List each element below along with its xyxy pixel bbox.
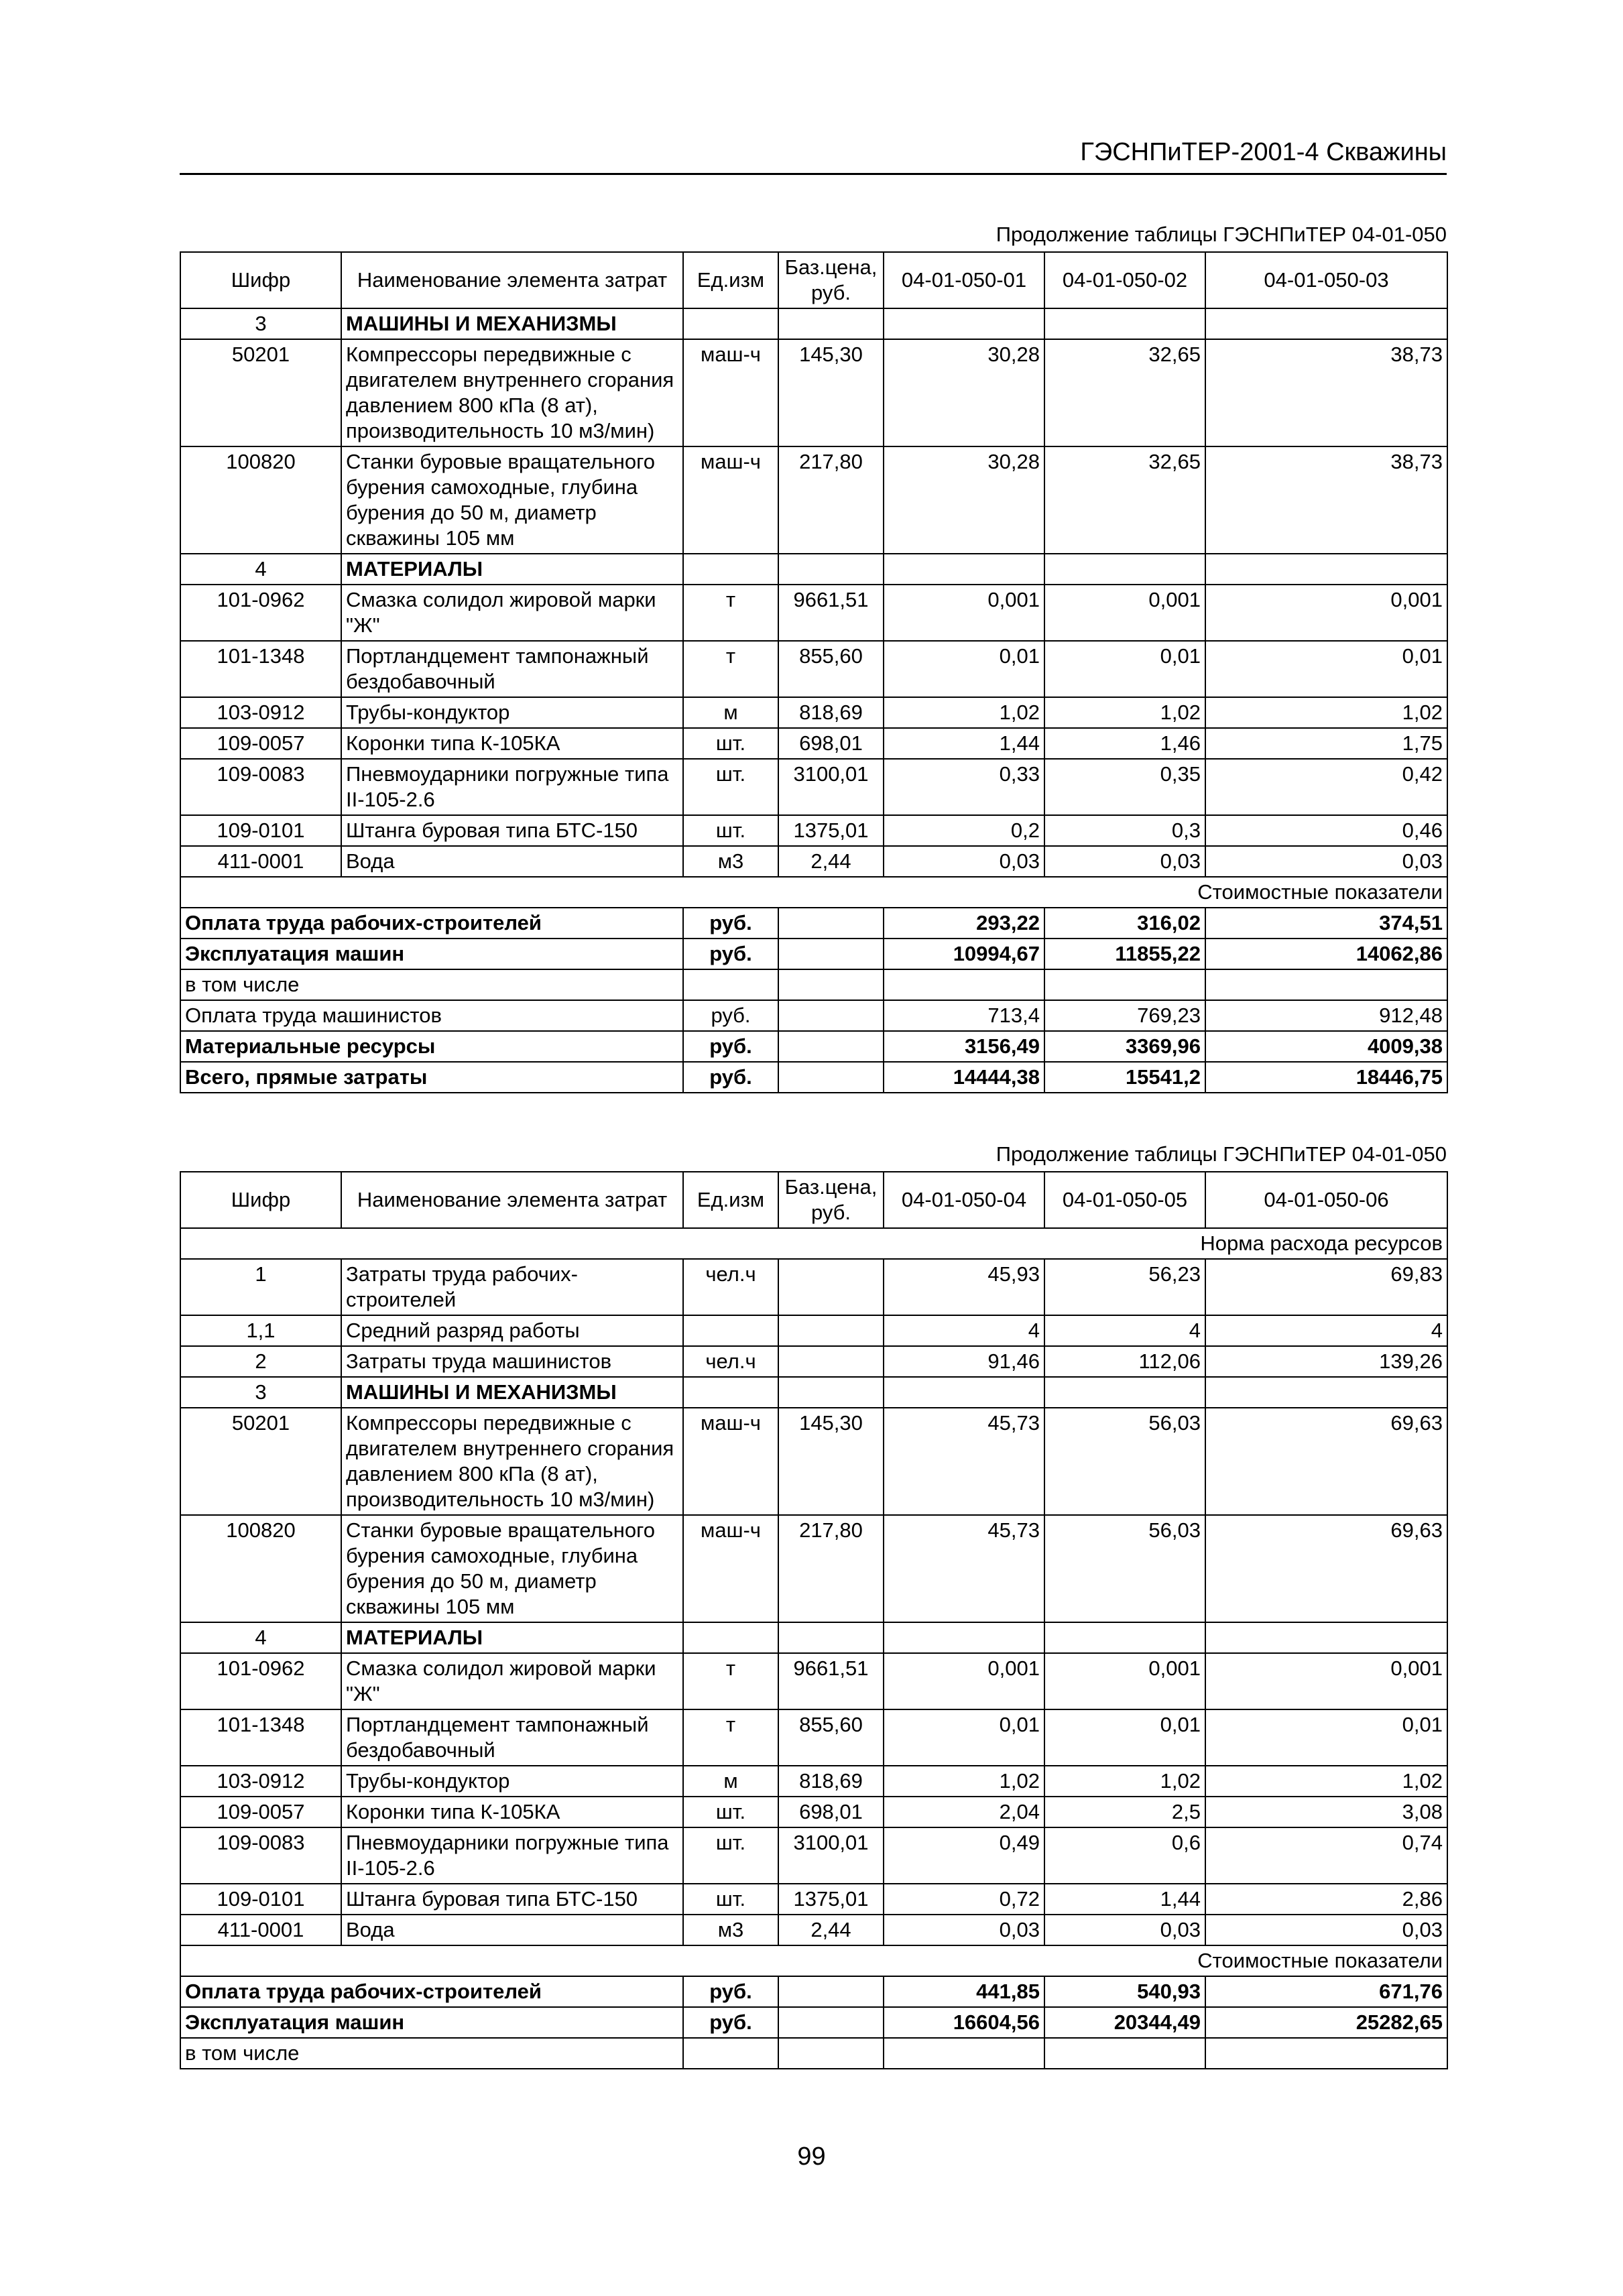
page-header-title: ГЭСНПиТЕР-2001-4 Скважины — [1080, 138, 1447, 166]
row-code: 109-0057 — [180, 1797, 341, 1827]
row-name: МАТЕРИАЛЫ — [341, 1622, 683, 1653]
row-value-2: 0,001 — [1044, 1653, 1205, 1709]
summary-value-3: 671,76 — [1205, 1976, 1447, 2007]
table-row — [180, 1653, 1447, 1709]
row-value-1: 2,04 — [884, 1797, 1044, 1827]
summary-label: Эксплуатация машин — [180, 939, 683, 969]
table-1-caption: Продолжение таблицы ГЭСНПиТЕР 04-01-050 — [996, 223, 1447, 246]
row-price: 855,60 — [778, 641, 884, 697]
table-row — [180, 1408, 1447, 1515]
row-name: МАШИНЫ И МЕХАНИЗМЫ — [341, 308, 683, 339]
summary-value-1: 713,4 — [884, 1000, 1044, 1031]
row-name: Затраты труда рабочих-строителей — [341, 1259, 683, 1315]
row-value-1: 0,001 — [884, 1653, 1044, 1709]
row-code: 1 — [180, 1259, 341, 1315]
row-price: 9661,51 — [778, 1653, 884, 1709]
summary-value-1: 441,85 — [884, 1976, 1044, 2007]
row-code: 109-0057 — [180, 728, 341, 759]
summary-value-1: 3156,49 — [884, 1031, 1044, 1062]
row-name: МАТЕРИАЛЫ — [341, 554, 683, 585]
row-unit: маш-ч — [683, 446, 778, 554]
summary-price — [778, 939, 884, 969]
row-price — [778, 1377, 884, 1408]
row-name: Компрессоры передвижные с двигателем внутреннего сгорания давлением 800 кПа (8 ат), производительность 10 м3/мин) — [341, 1408, 683, 1515]
row-unit: чел.ч — [683, 1346, 778, 1377]
row-code: 109-0083 — [180, 759, 341, 815]
row-value-2: 32,65 — [1044, 446, 1205, 554]
row-value-3: 69,63 — [1205, 1408, 1447, 1515]
row-value-1: 0,03 — [884, 1915, 1044, 1945]
row-value-2: 1,46 — [1044, 728, 1205, 759]
summary-value-2: 15541,2 — [1044, 1062, 1205, 1093]
table-row — [180, 1346, 1447, 1377]
row-unit: шт. — [683, 1884, 778, 1915]
header-row — [180, 1172, 1447, 1228]
row-unit: т — [683, 641, 778, 697]
row-code: 2 — [180, 1346, 341, 1377]
row-value-3: 1,02 — [1205, 697, 1447, 728]
table-row — [180, 641, 1447, 697]
row-code: 109-0083 — [180, 1827, 341, 1884]
row-price: 145,30 — [778, 1408, 884, 1515]
row-value-3: 0,01 — [1205, 641, 1447, 697]
table-row — [180, 1884, 1447, 1915]
row-value-1: 0,001 — [884, 585, 1044, 641]
row-code: 101-0962 — [180, 585, 341, 641]
summary-unit: руб. — [683, 1031, 778, 1062]
row-value-3: 0,001 — [1205, 1653, 1447, 1709]
summary-price — [778, 908, 884, 939]
row-name: Штанга буровая типа БТС-150 — [341, 1884, 683, 1915]
row-unit — [683, 1622, 778, 1653]
row-value-1 — [884, 554, 1044, 585]
row-name: МАШИНЫ И МЕХАНИЗМЫ — [341, 1377, 683, 1408]
summary-value-1: 14444,38 — [884, 1062, 1044, 1093]
row-name: Вода — [341, 846, 683, 877]
row-value-3: 4 — [1205, 1315, 1447, 1346]
summary-row — [180, 1031, 1447, 1062]
row-value-3: 1,02 — [1205, 1766, 1447, 1797]
row-price: 1375,01 — [778, 1884, 884, 1915]
row-unit: т — [683, 1709, 778, 1766]
row-value-2: 56,03 — [1044, 1515, 1205, 1622]
col-header-name: Наименование элемента затрат — [341, 1172, 683, 1228]
row-code: 109-0101 — [180, 1884, 341, 1915]
table-row — [180, 1766, 1447, 1797]
summary-unit — [683, 969, 778, 1000]
row-value-1 — [884, 1622, 1044, 1653]
row-value-1 — [884, 1377, 1044, 1408]
col-header-price: Баз.цена, руб. — [778, 252, 884, 308]
row-price: 2,44 — [778, 846, 884, 877]
row-name: Трубы-кондуктор — [341, 1766, 683, 1797]
summary-value-2 — [1044, 969, 1205, 1000]
col-header-v2: 04-01-050-02 — [1044, 252, 1205, 308]
summary-price — [778, 1976, 884, 2007]
row-value-1: 1,02 — [884, 1766, 1044, 1797]
summary-price — [778, 1062, 884, 1093]
row-value-1: 4 — [884, 1315, 1044, 1346]
row-price — [778, 1346, 884, 1377]
row-code: 100820 — [180, 1515, 341, 1622]
row-price: 145,30 — [778, 339, 884, 446]
summary-label: в том числе — [180, 2038, 683, 2069]
row-unit: шт. — [683, 759, 778, 815]
row-unit: шт. — [683, 1827, 778, 1884]
row-name: Средний разряд работы — [341, 1315, 683, 1346]
row-price: 698,01 — [778, 1797, 884, 1827]
table-row — [180, 1827, 1447, 1884]
summary-value-1 — [884, 2038, 1044, 2069]
row-value-1: 45,73 — [884, 1408, 1044, 1515]
summary-value-2: 540,93 — [1044, 1976, 1205, 2007]
row-price: 698,01 — [778, 728, 884, 759]
row-value-2: 1,02 — [1044, 1766, 1205, 1797]
summary-price — [778, 1000, 884, 1031]
summary-unit — [683, 2038, 778, 2069]
summary-row — [180, 969, 1447, 1000]
row-value-2: 0,01 — [1044, 641, 1205, 697]
row-name: Портландцемент тампонажный бездобавочный — [341, 641, 683, 697]
row-code: 101-1348 — [180, 641, 341, 697]
norm-band-label: Норма расхода ресурсов — [180, 1228, 1447, 1259]
row-code: 50201 — [180, 1408, 341, 1515]
row-value-3 — [1205, 308, 1447, 339]
row-value-1: 0,03 — [884, 846, 1044, 877]
row-unit: т — [683, 585, 778, 641]
row-code: 103-0912 — [180, 697, 341, 728]
row-value-3: 69,83 — [1205, 1259, 1447, 1315]
table-row — [180, 446, 1447, 554]
row-value-3: 0,001 — [1205, 585, 1447, 641]
summary-row — [180, 1062, 1447, 1093]
summary-row — [180, 2007, 1447, 2038]
row-code: 4 — [180, 554, 341, 585]
row-value-3 — [1205, 1377, 1447, 1408]
row-unit: маш-ч — [683, 1515, 778, 1622]
row-value-2: 32,65 — [1044, 339, 1205, 446]
row-price — [778, 308, 884, 339]
row-price — [778, 1259, 884, 1315]
summary-unit: руб. — [683, 939, 778, 969]
row-value-3: 0,46 — [1205, 815, 1447, 846]
row-value-3 — [1205, 554, 1447, 585]
row-name: Коронки типа К-105КА — [341, 728, 683, 759]
summary-row — [180, 2038, 1447, 2069]
row-value-2 — [1044, 1377, 1205, 1408]
row-value-2: 0,03 — [1044, 1915, 1205, 1945]
table-row — [180, 815, 1447, 846]
row-name: Компрессоры передвижные с двигателем внутреннего сгорания давлением 800 кПа (8 ат), производительность 10 м3/мин) — [341, 339, 683, 446]
row-name: Трубы-кондуктор — [341, 697, 683, 728]
row-unit: т — [683, 1653, 778, 1709]
table-row — [180, 339, 1447, 446]
row-name: Пневмоударники погружные типа II-105-2.6 — [341, 1827, 683, 1884]
row-value-1: 30,28 — [884, 339, 1044, 446]
summary-price — [778, 1031, 884, 1062]
row-unit: м3 — [683, 1915, 778, 1945]
row-name: Штанга буровая типа БТС-150 — [341, 815, 683, 846]
cost-band-row — [180, 1945, 1447, 1976]
row-unit: маш-ч — [683, 1408, 778, 1515]
row-value-3: 0,42 — [1205, 759, 1447, 815]
row-price: 2,44 — [778, 1915, 884, 1945]
summary-value-1: 10994,67 — [884, 939, 1044, 969]
row-code: 101-0962 — [180, 1653, 341, 1709]
summary-value-1: 16604,56 — [884, 2007, 1044, 2038]
summary-value-3 — [1205, 2038, 1447, 2069]
summary-row — [180, 1976, 1447, 2007]
row-value-2: 112,06 — [1044, 1346, 1205, 1377]
row-value-3: 69,63 — [1205, 1515, 1447, 1622]
row-name: Коронки типа К-105КА — [341, 1797, 683, 1827]
table-2-caption: Продолжение таблицы ГЭСНПиТЕР 04-01-050 — [996, 1142, 1447, 1166]
row-value-3: 0,74 — [1205, 1827, 1447, 1884]
resource-table-1 — [180, 251, 1448, 1093]
table-row — [180, 1797, 1447, 1827]
row-value-2: 0,01 — [1044, 1709, 1205, 1766]
row-value-2: 1,44 — [1044, 1884, 1205, 1915]
row-value-2: 2,5 — [1044, 1797, 1205, 1827]
summary-value-1 — [884, 969, 1044, 1000]
col-header-code: Шифр — [180, 1172, 341, 1228]
row-price: 3100,01 — [778, 759, 884, 815]
summary-value-3: 374,51 — [1205, 908, 1447, 939]
row-code: 50201 — [180, 339, 341, 446]
row-unit — [683, 1377, 778, 1408]
row-value-3: 1,75 — [1205, 728, 1447, 759]
col-header-v1: 04-01-050-01 — [884, 252, 1044, 308]
table-row — [180, 697, 1447, 728]
row-price: 818,69 — [778, 697, 884, 728]
summary-label: Оплата труда рабочих-строителей — [180, 1976, 683, 2007]
row-value-1: 0,33 — [884, 759, 1044, 815]
row-value-1: 0,49 — [884, 1827, 1044, 1884]
row-value-1: 1,02 — [884, 697, 1044, 728]
row-name: Вода — [341, 1915, 683, 1945]
cost-band-label: Стоимостные показатели — [180, 1945, 1447, 1976]
row-price: 1375,01 — [778, 815, 884, 846]
row-value-3: 0,03 — [1205, 846, 1447, 877]
summary-row — [180, 1000, 1447, 1031]
row-code: 101-1348 — [180, 1709, 341, 1766]
summary-row — [180, 908, 1447, 939]
row-value-2 — [1044, 554, 1205, 585]
row-value-1: 0,72 — [884, 1884, 1044, 1915]
summary-label: Эксплуатация машин — [180, 2007, 683, 2038]
cost-band-label: Стоимостные показатели — [180, 877, 1447, 908]
row-unit: шт. — [683, 815, 778, 846]
row-value-1: 1,44 — [884, 728, 1044, 759]
table-row — [180, 1259, 1447, 1315]
row-value-3: 38,73 — [1205, 339, 1447, 446]
row-price: 3100,01 — [778, 1827, 884, 1884]
col-header-v2: 04-01-050-05 — [1044, 1172, 1205, 1228]
row-value-2: 0,03 — [1044, 846, 1205, 877]
summary-unit: руб. — [683, 1976, 778, 2007]
row-code: 411-0001 — [180, 846, 341, 877]
row-name: Станки буровые вращательного бурения самоходные, глубина бурения до 50 м, диаметр скважины 105 мм — [341, 1515, 683, 1622]
summary-label: Материальные ресурсы — [180, 1031, 683, 1062]
row-code: 411-0001 — [180, 1915, 341, 1945]
row-unit: м — [683, 1766, 778, 1797]
row-value-3: 0,03 — [1205, 1915, 1447, 1945]
row-value-2: 0,3 — [1044, 815, 1205, 846]
row-price: 217,80 — [778, 446, 884, 554]
col-header-name: Наименование элемента затрат — [341, 252, 683, 308]
row-unit — [683, 1315, 778, 1346]
col-header-code: Шифр — [180, 252, 341, 308]
summary-label: в том числе — [180, 969, 683, 1000]
row-value-1: 0,2 — [884, 815, 1044, 846]
summary-label: Оплата труда рабочих-строителей — [180, 908, 683, 939]
row-code: 1,1 — [180, 1315, 341, 1346]
row-value-3: 3,08 — [1205, 1797, 1447, 1827]
table-row — [180, 846, 1447, 877]
row-value-2: 0,6 — [1044, 1827, 1205, 1884]
row-code: 103-0912 — [180, 1766, 341, 1797]
row-value-1: 45,73 — [884, 1515, 1044, 1622]
row-value-1: 91,46 — [884, 1346, 1044, 1377]
row-code: 109-0101 — [180, 815, 341, 846]
row-unit: маш-ч — [683, 339, 778, 446]
table-row — [180, 1709, 1447, 1766]
summary-value-3: 14062,86 — [1205, 939, 1447, 969]
row-price: 818,69 — [778, 1766, 884, 1797]
summary-value-2 — [1044, 2038, 1205, 2069]
row-price — [778, 1622, 884, 1653]
summary-value-2: 11855,22 — [1044, 939, 1205, 969]
row-value-3 — [1205, 1622, 1447, 1653]
section-row — [180, 308, 1447, 339]
summary-label: Оплата труда машинистов — [180, 1000, 683, 1031]
summary-value-3: 18446,75 — [1205, 1062, 1447, 1093]
summary-unit: руб. — [683, 1000, 778, 1031]
section-row — [180, 554, 1447, 585]
row-name: Смазка солидол жировой марки "Ж" — [341, 1653, 683, 1709]
row-unit: м3 — [683, 846, 778, 877]
summary-value-2: 20344,49 — [1044, 2007, 1205, 2038]
table-row — [180, 1315, 1447, 1346]
row-unit: шт. — [683, 1797, 778, 1827]
row-value-2: 0,001 — [1044, 585, 1205, 641]
page-number: 99 — [797, 2142, 826, 2171]
summary-value-3: 912,48 — [1205, 1000, 1447, 1031]
row-price: 217,80 — [778, 1515, 884, 1622]
row-value-2 — [1044, 1622, 1205, 1653]
row-unit: чел.ч — [683, 1259, 778, 1315]
summary-row — [180, 939, 1447, 969]
row-unit — [683, 554, 778, 585]
table-row — [180, 1915, 1447, 1945]
row-code: 4 — [180, 1622, 341, 1653]
row-code: 3 — [180, 1377, 341, 1408]
table-row — [180, 1515, 1447, 1622]
summary-price — [778, 2038, 884, 2069]
summary-unit: руб. — [683, 1062, 778, 1093]
table-row — [180, 728, 1447, 759]
summary-label: Всего, прямые затраты — [180, 1062, 683, 1093]
row-name: Портландцемент тампонажный бездобавочный — [341, 1709, 683, 1766]
col-header-v1: 04-01-050-04 — [884, 1172, 1044, 1228]
row-price — [778, 1315, 884, 1346]
resource-table-2 — [180, 1171, 1448, 2069]
row-price — [778, 554, 884, 585]
summary-value-2: 3369,96 — [1044, 1031, 1205, 1062]
row-value-3: 38,73 — [1205, 446, 1447, 554]
row-code: 100820 — [180, 446, 341, 554]
row-value-1: 30,28 — [884, 446, 1044, 554]
row-value-2: 4 — [1044, 1315, 1205, 1346]
summary-unit: руб. — [683, 908, 778, 939]
row-code: 3 — [180, 308, 341, 339]
summary-price — [778, 2007, 884, 2038]
col-header-price: Баз.цена, руб. — [778, 1172, 884, 1228]
summary-price — [778, 969, 884, 1000]
row-value-3: 139,26 — [1205, 1346, 1447, 1377]
row-value-1: 0,01 — [884, 641, 1044, 697]
row-value-2: 1,02 — [1044, 697, 1205, 728]
summary-value-2: 316,02 — [1044, 908, 1205, 939]
row-value-3: 2,86 — [1205, 1884, 1447, 1915]
section-row — [180, 1622, 1447, 1653]
col-header-v3: 04-01-050-03 — [1205, 252, 1447, 308]
header-row — [180, 252, 1447, 308]
cost-band-row — [180, 877, 1447, 908]
col-header-unit: Ед.изм — [683, 252, 778, 308]
row-name: Пневмоударники погружные типа II-105-2.6 — [341, 759, 683, 815]
row-value-2: 56,23 — [1044, 1259, 1205, 1315]
summary-value-2: 769,23 — [1044, 1000, 1205, 1031]
row-value-2 — [1044, 308, 1205, 339]
row-value-1: 45,93 — [884, 1259, 1044, 1315]
summary-value-3: 4009,38 — [1205, 1031, 1447, 1062]
section-row — [180, 1377, 1447, 1408]
summary-value-3 — [1205, 969, 1447, 1000]
row-value-2: 56,03 — [1044, 1408, 1205, 1515]
summary-unit: руб. — [683, 2007, 778, 2038]
row-name: Смазка солидол жировой марки "Ж" — [341, 585, 683, 641]
col-header-unit: Ед.изм — [683, 1172, 778, 1228]
summary-value-1: 293,22 — [884, 908, 1044, 939]
row-price: 855,60 — [778, 1709, 884, 1766]
row-name: Станки буровые вращательного бурения самоходные, глубина бурения до 50 м, диаметр скважины 105 мм — [341, 446, 683, 554]
row-value-1 — [884, 308, 1044, 339]
col-header-v3: 04-01-050-06 — [1205, 1172, 1447, 1228]
row-unit: шт. — [683, 728, 778, 759]
row-unit — [683, 308, 778, 339]
summary-value-3: 25282,65 — [1205, 2007, 1447, 2038]
norm-band-row — [180, 1228, 1447, 1259]
row-value-2: 0,35 — [1044, 759, 1205, 815]
table-row — [180, 759, 1447, 815]
row-value-1: 0,01 — [884, 1709, 1044, 1766]
table-row — [180, 585, 1447, 641]
row-value-3: 0,01 — [1205, 1709, 1447, 1766]
header-rule — [180, 173, 1447, 175]
row-unit: м — [683, 697, 778, 728]
row-name: Затраты труда машинистов — [341, 1346, 683, 1377]
row-price: 9661,51 — [778, 585, 884, 641]
